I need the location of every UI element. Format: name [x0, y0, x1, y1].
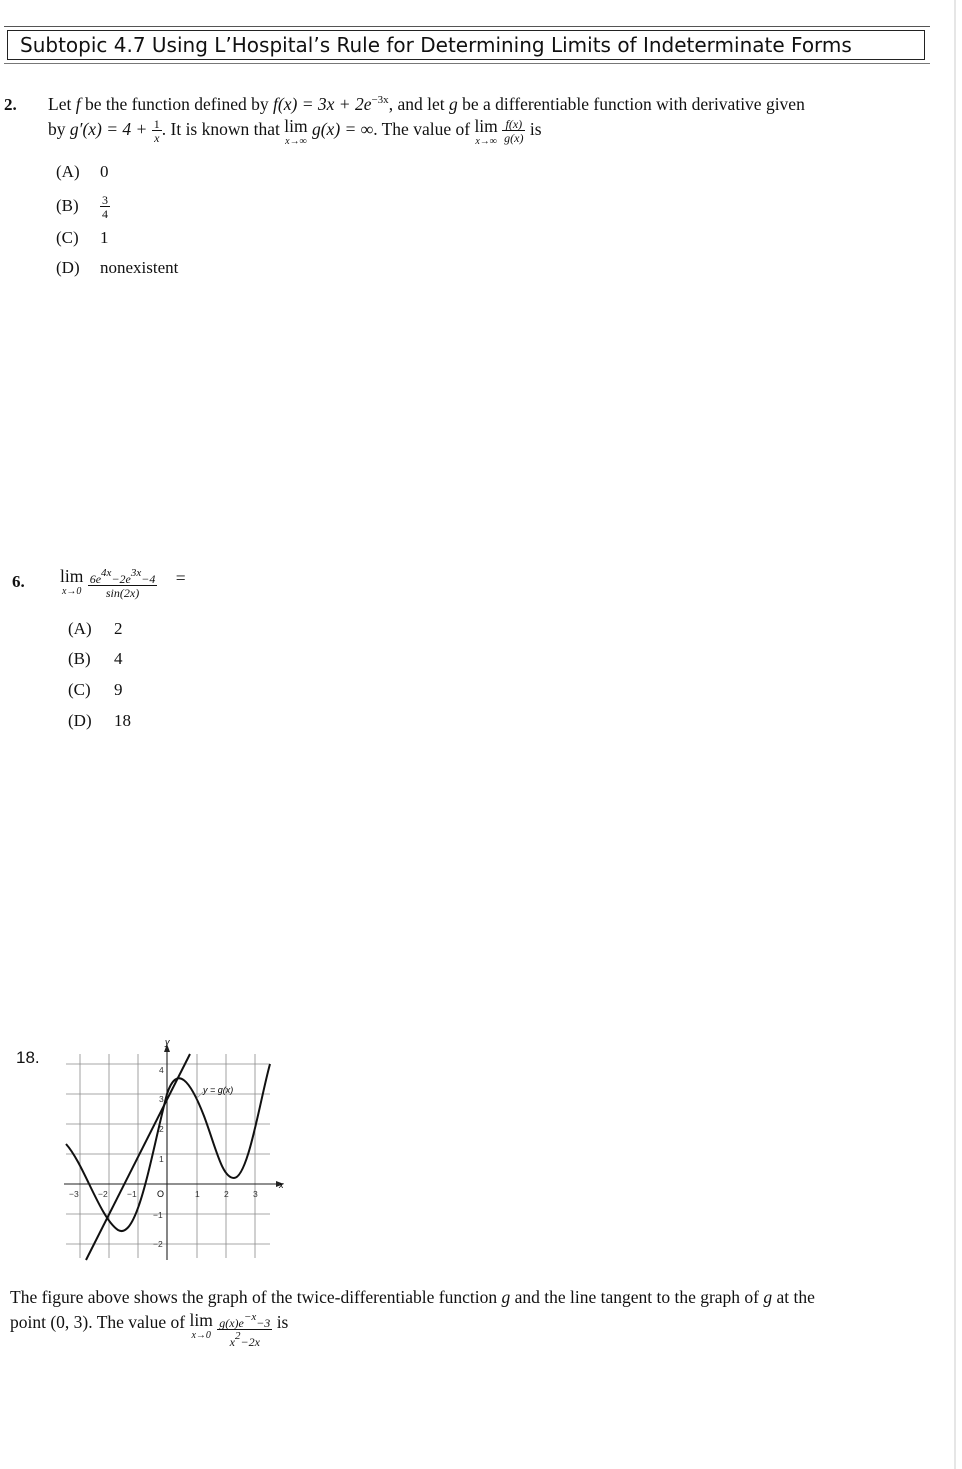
choice-label: (A): [68, 619, 92, 638]
subtopic-header: [7, 30, 925, 60]
choice-value: 0: [100, 162, 109, 181]
numerator-part: g(x)e: [219, 1316, 244, 1330]
fraction-numerator: f(x): [505, 117, 523, 131]
denominator-part: −2x: [240, 1335, 260, 1349]
y-tick-labels: [153, 1065, 164, 1249]
q18-graph: [60, 1036, 290, 1266]
denominator-part: x: [229, 1335, 235, 1349]
numerator-part: −3: [256, 1316, 271, 1330]
numerator-part: −2e: [111, 572, 131, 586]
q2-limit-1-expression: g(x) = ∞: [311, 119, 374, 140]
choice-label: (D): [68, 711, 92, 730]
y-tick-label: −1: [153, 1210, 163, 1220]
graph-grid: [66, 1054, 270, 1258]
q2-text: by: [48, 119, 70, 140]
choice-label: (C): [56, 228, 79, 247]
x-axis-label: x: [279, 1180, 284, 1190]
q2-limit-1: [284, 118, 307, 147]
q2-choice-d[interactable]: [56, 258, 178, 278]
q18-var-g: g: [763, 1287, 773, 1307]
q2-fraction-1-over-x: [152, 118, 162, 144]
choice-value: 18: [114, 711, 131, 730]
limit-word: lim: [284, 116, 308, 136]
limit-word: lim: [60, 566, 84, 586]
q2-text: be the function defined by: [80, 94, 274, 114]
q18-text: point: [10, 1312, 51, 1332]
q6-denominator: sin(2x): [88, 585, 158, 599]
numerator-exponent: −x: [243, 1311, 257, 1323]
q18-text: . The value of: [88, 1312, 190, 1332]
q2-text: Let: [48, 94, 76, 114]
q2-line-2: [48, 118, 542, 147]
choice-value: 9: [114, 680, 123, 699]
q2-line-1: [48, 94, 805, 115]
q2-limit-2: [474, 118, 497, 147]
choice-value: 1: [100, 228, 109, 247]
fraction-numerator: 1: [153, 117, 160, 131]
top-rule: [4, 26, 930, 27]
page-edge: [954, 0, 956, 1469]
y-tick-label: 2: [159, 1124, 164, 1134]
q18-numerator: [217, 1312, 272, 1329]
numerator-part: −4: [141, 572, 156, 586]
subtopic-title: Subtopic 4.7 Using L’Hospital’s Rule for Determining Limits of Indeterminate Forms: [20, 33, 852, 57]
fraction-numerator: 3: [102, 193, 108, 207]
fraction-denominator: g(x): [504, 131, 524, 145]
q6-expression: [60, 568, 186, 599]
q18-denominator: [217, 1329, 272, 1348]
x-tick-label: 2: [224, 1189, 229, 1199]
choice-value: 4: [114, 649, 123, 668]
limit-subscript: x→0: [191, 1329, 211, 1341]
x-tick-label: 3: [253, 1189, 258, 1199]
q18-point: (0, 3): [50, 1312, 89, 1332]
choice-label: (C): [68, 680, 91, 699]
q2-fraction-f-over-g: [502, 118, 525, 144]
q2-var-f: f: [75, 94, 81, 114]
q2-choice-b[interactable]: [56, 194, 110, 220]
q18-text: and the line tangent to the graph of: [510, 1287, 764, 1307]
q2-text: . The value of: [373, 119, 475, 140]
q6-number: 6.: [12, 572, 25, 591]
limit-subscript: x→0: [61, 585, 82, 597]
x-tick-label: −1: [127, 1189, 137, 1199]
q2-text: be a differentiable function with derivative given: [457, 94, 805, 114]
q2-text: is: [525, 119, 542, 140]
limit-word: lim: [189, 1310, 213, 1330]
q6-numerator: [88, 568, 158, 585]
denominator-exponent: 2: [234, 1330, 241, 1342]
q2-f-exponent: −3x: [371, 94, 389, 106]
header-underline: [4, 63, 930, 64]
y-tick-label: 3: [159, 1094, 164, 1104]
q2-text: . It is known that: [161, 119, 285, 140]
numerator-part: 6e: [89, 572, 102, 586]
q18-text: The figure above shows the graph of the twice-differentiable function: [10, 1287, 502, 1307]
q18-line-1: [10, 1287, 815, 1308]
x-tick-label: 1: [195, 1189, 200, 1199]
choice-value: nonexistent: [100, 258, 179, 277]
q18-line-2: [10, 1312, 288, 1348]
origin-label: O: [157, 1189, 165, 1199]
q6-choice-a[interactable]: [68, 619, 123, 639]
fraction-denominator: x: [152, 130, 162, 144]
x-tick-label: −2: [98, 1189, 108, 1199]
q2-number: 2.: [4, 95, 17, 114]
y-tick-label: 1: [159, 1154, 164, 1164]
choice-label: (B): [68, 649, 91, 668]
y-axis-label: y: [165, 1037, 170, 1047]
q2-text: , and let: [388, 94, 449, 114]
numerator-exponent: 3x: [130, 567, 142, 579]
q6-equals: =: [175, 568, 186, 588]
choice-label: (D): [56, 258, 80, 277]
fraction-denominator: 4: [102, 207, 108, 221]
q6-choice-c[interactable]: [68, 680, 123, 700]
choice-label: (B): [56, 195, 79, 215]
limit-subscript: x→∞: [285, 135, 307, 147]
x-tick-label: −3: [69, 1189, 79, 1199]
q2-var-g: g: [448, 94, 458, 114]
curve-g: [66, 1064, 270, 1231]
q6-limit: [60, 568, 83, 597]
q18-limit: [190, 1312, 213, 1341]
q2-choice-a[interactable]: [56, 162, 109, 182]
q2-g-derivative: g′(x) = 4 +: [69, 119, 152, 140]
q18-number: 18.: [16, 1048, 40, 1067]
q18-text: is: [272, 1312, 289, 1332]
y-tick-label: 4: [159, 1065, 164, 1075]
y-tick-label: −2: [153, 1239, 163, 1249]
curve-label: y = g(x): [203, 1085, 234, 1095]
q6-choice-b[interactable]: [68, 649, 123, 669]
choice-label: (A): [56, 162, 80, 181]
q6-fraction: [88, 568, 158, 599]
limit-word: lim: [474, 116, 498, 136]
q18-var-g: g: [501, 1287, 511, 1307]
q18-fraction: [217, 1312, 272, 1348]
q6-choice-d[interactable]: [68, 711, 131, 731]
choice-fraction: [100, 194, 110, 220]
q2-f-definition: f(x) = 3x + 2e: [273, 94, 372, 114]
limit-subscript: x→∞: [475, 135, 497, 147]
numerator-exponent: 4x: [101, 567, 112, 579]
q18-text: at the: [772, 1287, 815, 1307]
q2-choice-c[interactable]: [56, 228, 109, 248]
choice-value: 2: [114, 619, 123, 638]
